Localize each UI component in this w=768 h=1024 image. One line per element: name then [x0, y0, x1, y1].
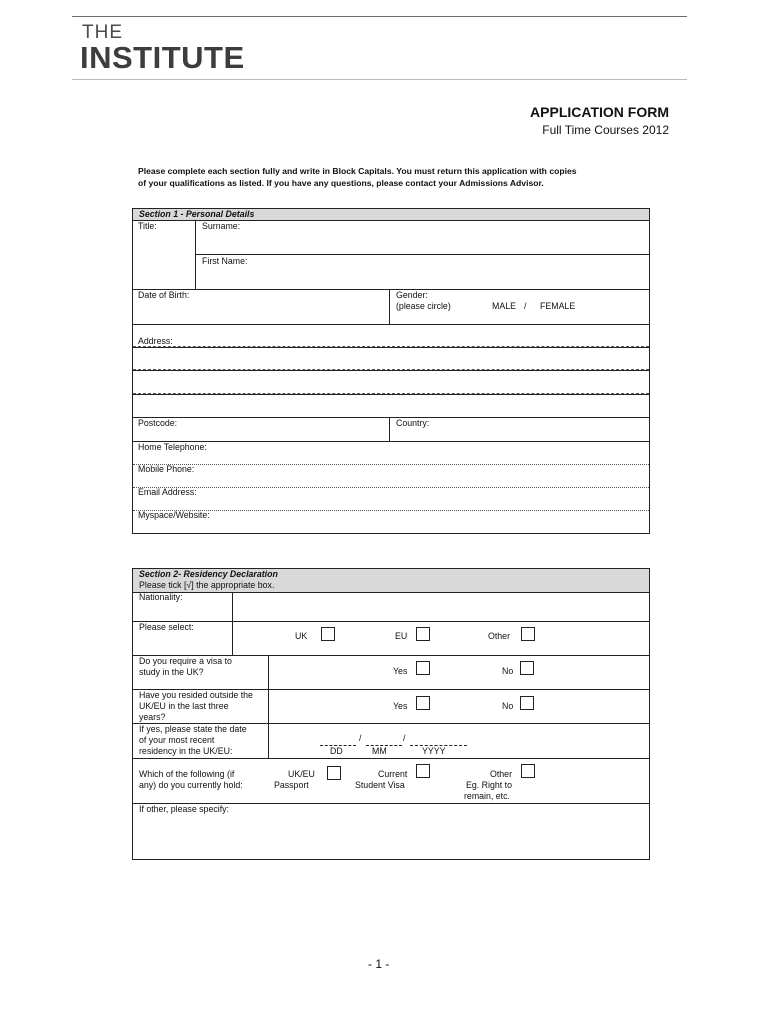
- hold-option-passport-line-1: UK/EU: [288, 769, 315, 779]
- resided-no-checkbox[interactable]: [520, 696, 534, 710]
- date-dd-label: DD: [330, 746, 343, 756]
- hold-option-passport-line-2: Passport: [274, 780, 309, 790]
- please-select-label: Please select:: [139, 622, 194, 632]
- gender-option-male[interactable]: MALE: [492, 301, 516, 311]
- gender-option-female[interactable]: FEMALE: [540, 301, 576, 311]
- resided-question-line-3: years?: [139, 712, 166, 722]
- intro-line-1: Please complete each section fully and write in Block Capitals. You must return this application with copies: [138, 166, 577, 176]
- home-telephone-label: Home Telephone:: [138, 442, 207, 452]
- date-mm-label: MM: [372, 746, 387, 756]
- section-2-heading: Section 2- Residency Declaration: [139, 569, 278, 579]
- surname-field-label: Surname:: [202, 221, 241, 231]
- header-bottom-rule: [72, 79, 687, 80]
- resided-yes-label: Yes: [393, 701, 408, 711]
- website-field-label: Myspace/Website:: [138, 510, 210, 520]
- visa-no-label: No: [502, 666, 514, 676]
- hold-option-visa-line-1: Current: [378, 769, 408, 779]
- resided-no-label: No: [502, 701, 514, 711]
- section-1-heading: Section 1 - Personal Details: [139, 209, 255, 219]
- dob-field-label: Date of Birth:: [138, 290, 190, 300]
- header-top-rule: [72, 16, 687, 17]
- logo-institute: INSTITUTE: [80, 40, 245, 75]
- logo-the: THE: [82, 22, 123, 43]
- email-address-label: Email Address:: [138, 487, 197, 497]
- specify-label: If other, please specify:: [139, 804, 229, 814]
- date-question-line-3: residency in the UK/EU:: [139, 746, 233, 756]
- visa-no-checkbox[interactable]: [520, 661, 534, 675]
- gender-hint: (please circle): [396, 301, 451, 311]
- student-visa-checkbox[interactable]: [416, 764, 430, 778]
- option-uk-label: UK: [295, 631, 308, 641]
- resided-question-line-2: UK/EU in the last three: [139, 701, 229, 711]
- intro-line-2: of your qualifications as listed. If you have any questions, please contact your Admissions Advisor.: [138, 178, 544, 188]
- visa-question-line-1: Do you require a visa to: [139, 656, 232, 666]
- hold-option-other-line-3: remain, etc.: [464, 791, 510, 801]
- hold-option-other-line-1: Other: [490, 769, 513, 779]
- hold-question-line-2: any) do you currently hold:: [139, 780, 243, 790]
- gender-label: Gender:: [396, 290, 428, 300]
- visa-question-line-2: study in the UK?: [139, 667, 204, 677]
- visa-yes-checkbox[interactable]: [416, 661, 430, 675]
- option-eu-label: EU: [395, 631, 408, 641]
- postcode-field-label: Postcode:: [138, 418, 178, 428]
- firstname-field-label: First Name:: [202, 256, 248, 266]
- nationality-label: Nationality:: [139, 592, 183, 602]
- uk-checkbox[interactable]: [321, 627, 335, 641]
- title-field-label: Title:: [138, 221, 157, 231]
- section-2-instruction: Please tick [√] the appropriate box.: [139, 580, 275, 590]
- other-status-checkbox[interactable]: [521, 764, 535, 778]
- gender-separator: /: [524, 301, 527, 311]
- date-question-line-1: If yes, please state the date: [139, 724, 247, 734]
- hold-option-visa-line-2: Student Visa: [355, 780, 405, 790]
- date-separator-1: /: [359, 733, 362, 743]
- address-field-label: Address:: [138, 336, 173, 346]
- date-question-line-2: of your most recent: [139, 735, 215, 745]
- resided-question-line-1: Have you resided outside the: [139, 690, 253, 700]
- date-yyyy-label: YYYY: [422, 746, 446, 756]
- date-separator-2: /: [403, 733, 406, 743]
- visa-yes-label: Yes: [393, 666, 408, 676]
- form-subtitle: Full Time Courses 2012: [542, 123, 669, 137]
- page-number: - 1 -: [368, 957, 390, 971]
- form-title: APPLICATION FORM: [530, 104, 669, 120]
- option-other-label: Other: [488, 631, 511, 641]
- hold-question-line-1: Which of the following (if: [139, 769, 235, 779]
- section-2-residency: [132, 568, 650, 860]
- resided-yes-checkbox[interactable]: [416, 696, 430, 710]
- country-field-label: Country:: [396, 418, 430, 428]
- mobile-phone-label: Mobile Phone:: [138, 464, 195, 474]
- other-nationality-checkbox[interactable]: [521, 627, 535, 641]
- intro-text: [138, 165, 638, 189]
- hold-option-other-line-2: Eg. Right to: [466, 780, 512, 790]
- passport-checkbox[interactable]: [327, 766, 341, 780]
- eu-checkbox[interactable]: [416, 627, 430, 641]
